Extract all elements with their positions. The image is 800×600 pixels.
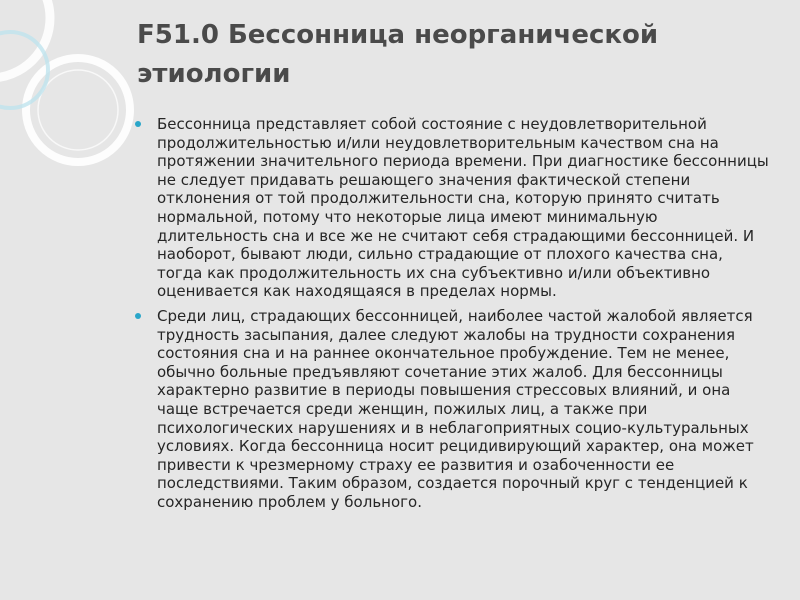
bullet-dot-icon xyxy=(135,121,141,127)
decorative-circle-top xyxy=(0,0,50,78)
bullet-list xyxy=(130,115,770,517)
bullet-text: Бессонница представляет собой состояние с неудовлетворительной продолжительностью и/или неудовлетворительным качеством сна на протяжении значительного периода времени. При диагностике бессонницы не следует придавать решающего значения фактической степени отклонения от той продолжительности сна, которую принято считать нормальной, потому что некоторые лица имеют минимальную длительность сна и все же не считают себя страдающими бессонницей. И наоборот, бывают люди, сильно страдающие от плохого качества сна, тогда как продолжительность их сна субъективно и/или объективно оценивается как находящаяся в пределах нормы. xyxy=(157,115,769,301)
decorative-circle-bottom xyxy=(26,58,130,162)
decorative-circle-accent xyxy=(0,32,48,108)
slide-title: F51.0 Бессонница неорганической этиологии xyxy=(137,20,659,89)
bullet-item xyxy=(130,115,770,301)
bullet-dot-icon xyxy=(135,313,141,319)
bullet-text: Среди лиц, страдающих бессонницей, наиболее частой жалобой является трудность засыпания, далее следуют жалобы на трудности сохранения состояния сна и на раннее окончательное пробуждение. Тем не менее, обычно больные предъявляют сочетание этих жалоб. Для бессонницы характерно развитие в периоды повышения стрессовых влияний, и она чаще встречается среди женщин, пожилых лиц, а также при психологических нарушениях и в неблагоприятных социо-культуральных условиях. Когда бессонница носит рецидивирующий характер, она может привести к чрезмерному страху ее развития и озабоченности ее последствиями. Таким образом, создается порочный круг с тенденцией к сохранению проблем у больного. xyxy=(157,306,754,511)
decorative-circles xyxy=(0,0,140,240)
bullet-item xyxy=(130,307,770,512)
decorative-circle-bottom-inner xyxy=(38,70,118,150)
